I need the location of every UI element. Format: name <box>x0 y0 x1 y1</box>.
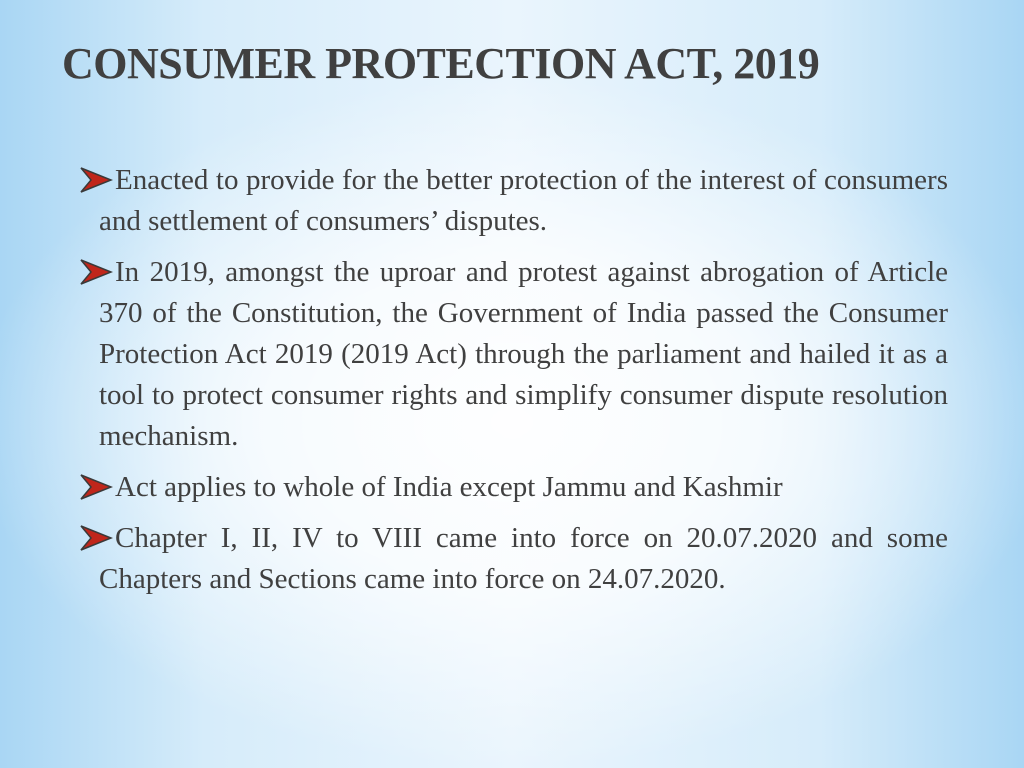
bullet-item <box>99 467 948 508</box>
bullet-text: Chapter I, II, IV to VIII came into force on 20.07.2020 and some Chapters and Sections came into force on 24.07.2020. <box>99 522 948 595</box>
bullet-text: Enacted to provide for the better protection of the interest of consumers and settlement of consumers’ disputes. <box>99 164 948 237</box>
arrow-bullet-icon <box>79 524 113 552</box>
bullet-item <box>99 160 948 242</box>
bullet-item <box>99 252 948 457</box>
bullet-text: Act applies to whole of India except Jammu and Kashmir <box>115 471 783 503</box>
bullet-list <box>99 160 948 610</box>
arrow-bullet-icon <box>79 166 113 194</box>
slide-title: CONSUMER PROTECTION ACT, 2019 <box>62 39 820 88</box>
arrow-bullet-icon <box>79 473 113 501</box>
bullet-text: In 2019, amongst the uproar and protest against abrogation of Article 370 of the Constitution, the Government of India passed the Consumer Protection Act 2019 (2019 Act) through the parliament and hailed it as a tool to protect consumer rights and simplify consumer dispute resolution mechanism. <box>99 256 948 452</box>
bullet-item <box>99 518 948 600</box>
arrow-bullet-icon <box>79 258 113 286</box>
